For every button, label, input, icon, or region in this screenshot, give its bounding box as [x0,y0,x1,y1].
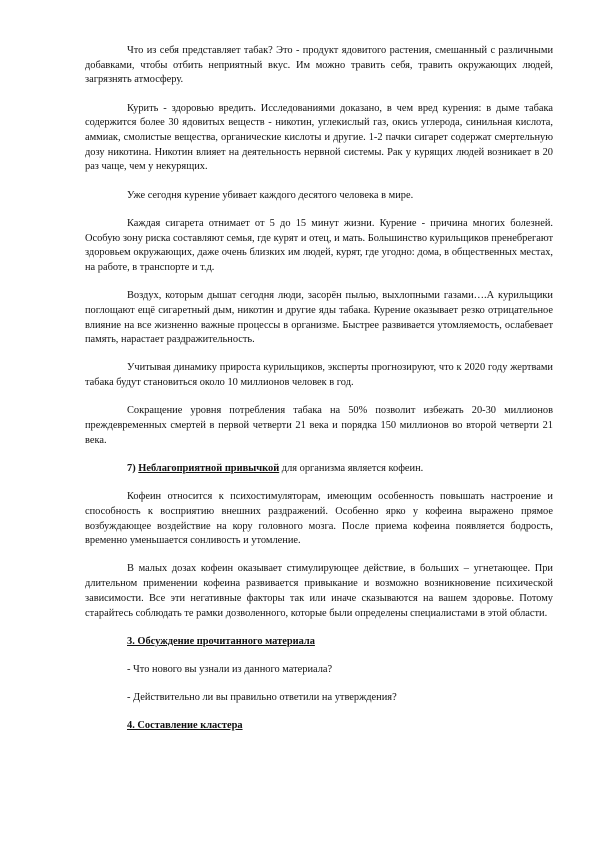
document-page [85,44,553,748]
section-7-number: 7) [127,462,136,474]
paragraph-caffeine-stimulant: Кофеин относится к психостимуляторам, имеющим особенность повышать настроение и способность к восприятию внешних раздражений. Особенно ярко у кофеина выражено прямое возбуждающее воздействие на кору головного мозга. После приема кофеина появляется бодрость, временно уменьшается сонливость и утомление. [85,491,553,547]
paragraph-reduction: Сокращение уровня потребления табака на 50% позволит избежать 20-30 миллионов преждевременных смертей в первой четверти 21 века и порядка 150 миллионов во второй четверти 21 века. [85,405,553,446]
section-7-rest: для организма является кофеин. [279,462,424,474]
question-new-info: - Что нового вы узнали из данного материала? [127,664,333,675]
paragraph-caffeine-doses: В малых дозах кофеин оказывает стимулирующее действие, в больших – угнетающее. При длительном применении кофеина развивается привыкание и возможно возникновение психической зависимости. Все эти негативные факторы так или иначе сказываются на вашем здоровье. Потому старайтесь соблюдать те рамки дозволенного, которые были определены специалистами в этой области. [85,563,553,619]
section-7-heading [85,462,553,477]
paragraph-tobacco-definition: Что из себя представляет табак? Это - продукт ядовитого растения, смешанный с различными добавками, чтобы отбить неприятный вкус. Им можно травить себя, травить окружающих людей, загрязнять атмосферу. [85,45,553,86]
heading-cluster: 4. Составление кластера [127,720,243,732]
paragraph-death-statistic: Уже сегодня курение убивает каждого десятого человека в мире. [127,189,414,201]
heading-discussion: 3. Обсуждение прочитанного материала [127,635,315,647]
paragraph-air-pollution: Воздух, которым дышат сегодня люди, засорён пылью, выхлопными газами….А курильщики поглощают ещё сигаретный дым, никотин и другие яды табака. Курение оказывает резко отрицательное влияние на все жизненно важные процессы в организме. Быстрее развивается утомляемость, ослабевает память, нарастает раздражительность. [85,290,553,346]
paragraph-cigarette-life: Каждая сигарета отнимает от 5 до 15 минут жизни. Курение - причина многих болезней. Особую зону риска составляют семья, где курят и отец, и мать. Большинство курильщиков пренебрегают здоровьем окружающих, даже очень близких им людей, курят, где угодно: дома, в общественных местах, на работе, в транспорте и т.д. [85,217,553,273]
question-answers: - Действительно ли вы правильно ответили на утверждения? [127,692,397,704]
paragraph-forecast: Учитывая динамику прироста курильщиков, эксперты прогнозируют, что к 2020 году жертвами табака будут становиться около 10 миллионов человек в год. [85,362,553,389]
paragraph-smoking-harm: Курить - здоровью вредить. Исследованиями доказано, в чем вред курения: в дыме табака содержится более 30 ядовитых веществ - никотин, углекислый газ, окись углерода, синильная кислота, аммиак, смолистые вещества, органические кислоты и другие. 1-2 пачки сигарет содержат смертельную дозу никотина. Никотин влияет на деятельность нервной системы. Рак у курящих людей возникает в 20 раз чаще, чем у некурящих. [85,102,553,173]
section-7-underlined: Неблагоприятной привычкой [138,462,280,474]
